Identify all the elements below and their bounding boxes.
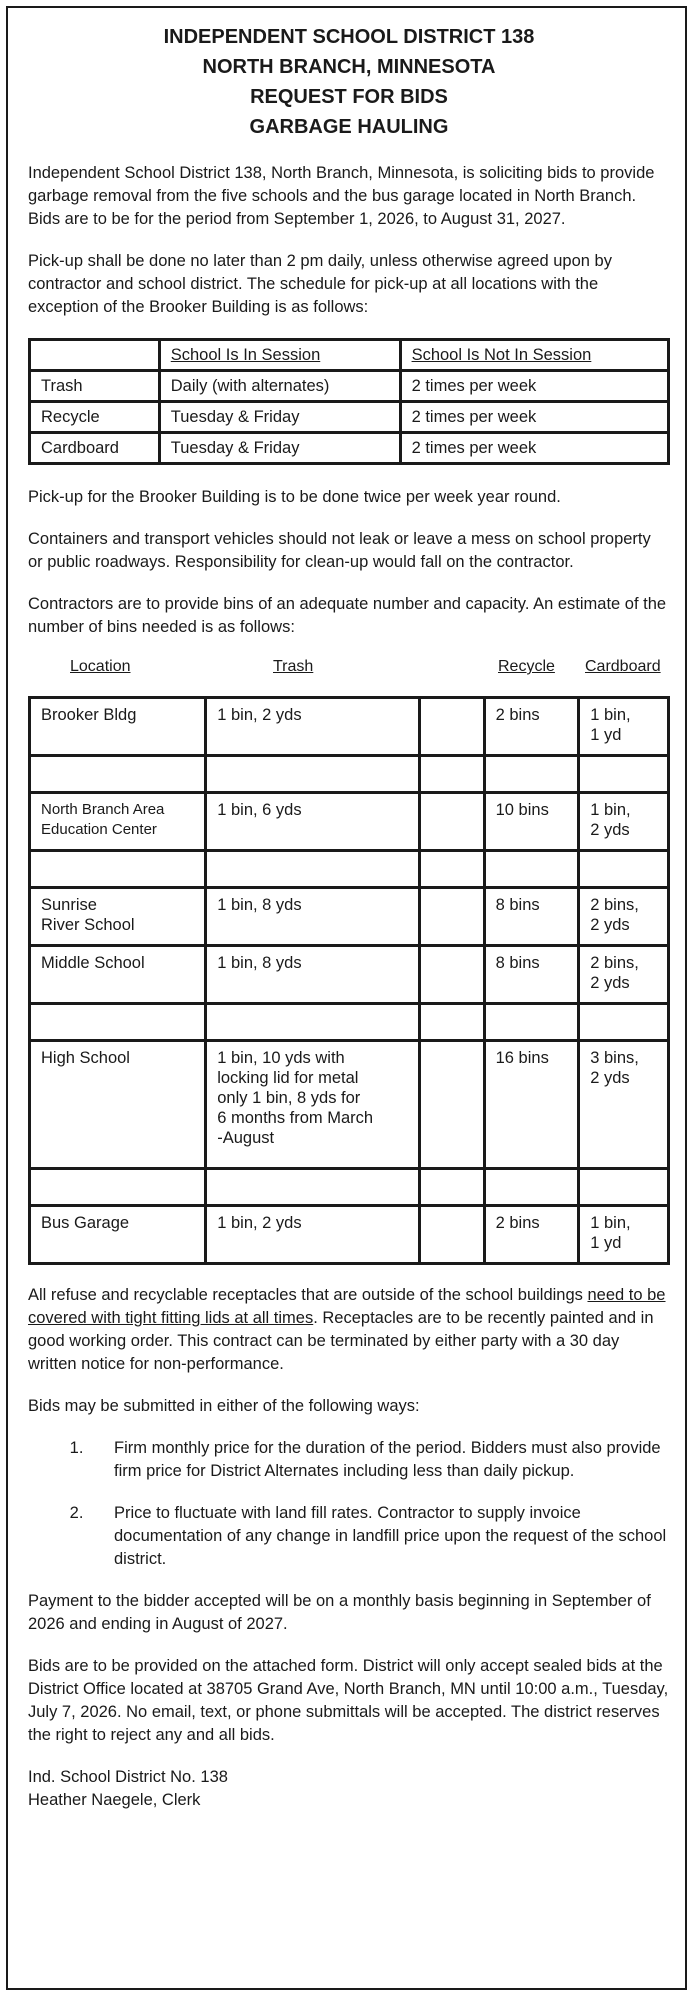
bins-spacer-cell [420,756,485,793]
bins-spacer-cell [30,1169,206,1206]
bid-options-list [28,1437,670,1571]
bins-trash-cell [206,793,420,851]
bins-cardboard-cell [579,946,669,1004]
bins-spacer-cell [420,1004,485,1041]
bins-location-cell [30,946,206,1004]
bins-cardboard-cell-line: 2 bins, [590,896,639,914]
schedule-cell: 2 times per week [400,371,668,402]
bins-location-cell-line: Middle School [41,954,145,972]
bins-recycle-cell [484,1206,579,1264]
bins-trash-cell [206,946,420,1004]
bins-recycle-cell-line: 8 bins [495,896,540,914]
signature-line-2: Heather Naegele, Clerk [28,1791,201,1809]
refuse-text-a: All refuse and recyclable receptacles that are outside of the school buildings [28,1286,588,1304]
bins-cardboard-cell-line: 2 yds [590,821,630,839]
bins-trash-cell-line: only 1 bin, 8 yds for [217,1089,361,1107]
notice-content [28,22,670,1812]
bins-cardboard-cell-line: 2 bins, [590,954,639,972]
bins-blank-cell [420,888,485,946]
bins-spacer-cell [579,756,669,793]
bins-cardboard-cell-line: 1 bin, [590,706,631,724]
bins-blank-cell [420,946,485,1004]
bins-cardboard-cell-line: 1 bin, [590,1214,631,1232]
bins-cardboard-cell [579,1041,669,1169]
bins-header-location: Location [70,658,131,675]
schedule-cell: Tuesday & Friday [159,433,400,464]
bins-blank-cell [420,698,485,756]
bins-header-cardboard: Cardboard [585,658,661,675]
refuse-text-b: . Receptacles are to be recently painted and in good working order. This contract can be terminated by either party with a 30 day written notice for non-performance. [28,1309,654,1373]
bins-cardboard-cell-line: 2 yds [590,1069,630,1087]
bins-spacer-cell [206,756,420,793]
bins-trash-cell-line: 1 bin, 2 yds [217,706,302,724]
bins-cardboard-cell-line: 1 yd [590,726,622,744]
bins-spacer-cell [206,851,420,888]
payment-paragraph: Payment to the bidder accepted will be on a monthly basis beginning in September of 2026 and ending in August of 2027. [28,1592,651,1633]
schedule-row [30,371,669,402]
bins-location-cell-line: Brooker Bldg [41,706,137,724]
schedule-cell: Recycle [30,402,160,433]
schedule-row [30,402,669,433]
bins-trash-cell [206,888,420,946]
schedule-header-not-in-session: School Is Not In Session [400,340,668,371]
bid-option-item: 2. Price to fluctuate with land fill rates. Contractor to supply invoice documentation of any change in landfill price upon the request of the school district. [88,1502,670,1571]
bins-recycle-cell [484,946,579,1004]
bins-spacer-cell [30,851,206,888]
bins-trash-cell-line: locking lid for metal [217,1069,359,1087]
bins-cardboard-cell-line: 2 yds [590,916,630,934]
bins-cardboard-cell [579,793,669,851]
bins-cardboard-cell-line: 2 yds [590,974,630,992]
bins-trash-cell-line: -August [217,1129,275,1147]
bins-location-cell-line: High School [41,1049,130,1067]
bins-trash-cell-line: 1 bin, 8 yds [217,954,302,972]
bins-blank-cell [420,793,485,851]
bins-column-headers [28,658,670,696]
intro-paragraph: Independent School District 138, North Branch, Minnesota, is soliciting bids to provide garbage removal from the five schools and the bus garage located in North Branch. Bids are to be for the period from September 1, 2026, to August 31, 2027. [28,164,655,228]
bins-trash-cell [206,1206,420,1264]
bins-spacer-cell [420,851,485,888]
bins-trash-cell-line: 1 bin, 2 yds [217,1214,302,1232]
bins-location-cell [30,888,206,946]
bins-recycle-cell-line: 10 bins [495,801,549,819]
bins-location-cell-line: Bus Garage [41,1214,130,1232]
bins-spacer-cell [579,1004,669,1041]
bins-spacer-cell [30,1004,206,1041]
bins-recycle-cell-line: 16 bins [495,1049,549,1067]
schedule-cell: Daily (with alternates) [159,371,400,402]
bins-row [30,946,669,1004]
bins-spacer-cell [484,1004,579,1041]
provided-paragraph: Bids are to be provided on the attached form. District will only accept sealed bids at the District Office located at 38705 Grand Ave, North Branch, MN until 10:00 a.m., Tuesday, July 7, 2026. No email, text, or phone submittals will be accepted. The district reserves the right to reject any and all bids. [28,1657,669,1744]
bins-trash-cell-line: 6 months from March [217,1109,374,1127]
pickup-paragraph: Pick-up shall be done no later than 2 pm daily, unless otherwise agreed upon by contractor and school district. The schedule for pick-up at all locations with the exception of the Brooker Building is as follows: [28,252,612,316]
schedule-row [30,433,669,464]
brooker-paragraph: Pick-up for the Brooker Building is to be done twice per week year round. [28,488,561,506]
bins-row [30,888,669,946]
schedule-cell: Trash [30,371,160,402]
refuse-paragraph [28,1284,670,1376]
bins-cardboard-cell [579,1206,669,1264]
bins-location-cell-line: River School [41,916,135,934]
schedule-header-in-session: School Is In Session [159,340,400,371]
bins-spacer-row [30,1004,669,1041]
schedule-cell: Cardboard [30,433,160,464]
bins-header-recycle: Recycle [498,658,555,675]
bins-spacer-cell [206,1169,420,1206]
bins-blank-cell [420,1206,485,1264]
signature-block [28,1766,670,1812]
bins-spacer-row [30,851,669,888]
schedule-header-blank [30,340,160,371]
bins-cardboard-cell [579,888,669,946]
bins-location-cell-line: Education Center [41,821,157,838]
title-line-4: GARBAGE HAULING [249,116,449,138]
bins-row [30,698,669,756]
bins-spacer-cell [484,756,579,793]
bins-location-cell-line: Sunrise [41,896,97,914]
bins-location-cell-line: North Branch Area [41,801,165,818]
bins-recycle-cell [484,793,579,851]
schedule-header-row [30,340,669,371]
bins-recycle-cell-line: 8 bins [495,954,540,972]
notice-title [28,22,670,142]
bins-trash-cell [206,1041,420,1169]
bins-cardboard-cell [579,698,669,756]
bins-spacer-cell [420,1169,485,1206]
bins-spacer-row [30,1169,669,1206]
bins-recycle-cell-line: 2 bins [495,706,540,724]
title-line-3: REQUEST FOR BIDS [250,86,448,108]
title-line-1: INDEPENDENT SCHOOL DISTRICT 138 [163,26,535,48]
bins-recycle-cell-line: 2 bins [495,1214,540,1232]
bins-row [30,793,669,851]
bins-trash-cell [206,698,420,756]
bins-recycle-cell [484,698,579,756]
bins-intro-paragraph: Contractors are to provide bins of an adequate number and capacity. An estimate of the number of bins needed is as follows: [28,595,667,636]
bins-cardboard-cell-line: 1 bin, [590,801,631,819]
bins-row [30,1206,669,1264]
refuse-text-underlined: need to be covered with tight fitting lids at all times [28,1286,666,1327]
bid-option-item: 1. Firm monthly price for the duration of the period. Bidders must also provide firm price for District Alternates including less than daily pickup. [88,1437,670,1483]
ways-paragraph: Bids may be submitted in either of the following ways: [28,1397,420,1415]
schedule-cell: Tuesday & Friday [159,402,400,433]
bins-recycle-cell [484,888,579,946]
bins-location-cell [30,793,206,851]
bins-spacer-row [30,756,669,793]
bins-estimate-table [28,696,670,1265]
bins-cardboard-cell-line: 3 bins, [590,1049,639,1067]
containers-paragraph: Containers and transport vehicles should not leak or leave a mess on school property or public roadways. Responsibility for clean-up would fall on the contractor. [28,530,651,571]
bins-trash-cell-line: 1 bin, 8 yds [217,896,302,914]
bins-recycle-cell [484,1041,579,1169]
bins-blank-cell [420,1041,485,1169]
bins-location-cell [30,698,206,756]
bins-spacer-cell [206,1004,420,1041]
schedule-cell: 2 times per week [400,433,668,464]
bins-location-cell [30,1041,206,1169]
bins-row [30,1041,669,1169]
bins-spacer-cell [484,1169,579,1206]
bins-spacer-cell [579,851,669,888]
bins-spacer-cell [30,756,206,793]
bins-header-trash: Trash [273,658,314,675]
bins-table-body [30,698,669,1264]
pickup-schedule-table [28,338,670,465]
title-line-2: NORTH BRANCH, MINNESOTA [202,56,496,78]
bins-cardboard-cell-line: 1 yd [590,1234,622,1252]
bins-location-cell [30,1206,206,1264]
signature-line-1: Ind. School District No. 138 [28,1768,228,1786]
bins-trash-cell-line: 1 bin, 6 yds [217,801,302,819]
schedule-cell: 2 times per week [400,402,668,433]
bins-spacer-cell [579,1169,669,1206]
bins-trash-cell-line: 1 bin, 10 yds with [217,1049,345,1067]
bins-spacer-cell [484,851,579,888]
